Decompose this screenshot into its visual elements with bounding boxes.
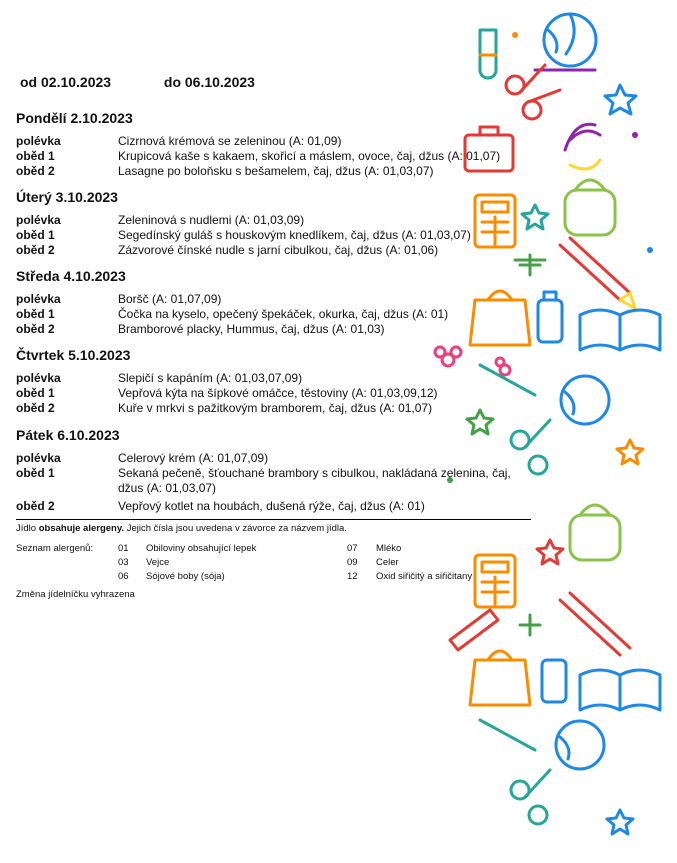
note-bold: obsahuje alergeny.: [38, 523, 125, 534]
day-title: Čtvrtek 5.10.2023: [16, 347, 131, 363]
allergen-note: [16, 523, 347, 534]
allergen-code: 12: [347, 571, 358, 582]
day-title: Středa 4.10.2023: [16, 268, 126, 284]
menu-row: [16, 228, 536, 243]
meal-label: oběd 2: [16, 401, 55, 415]
allergen-code: 06: [118, 571, 129, 582]
menu-row: [16, 307, 536, 322]
allergen-code: 07: [347, 543, 358, 554]
menu-row: [16, 466, 536, 496]
meal-label: oběd 2: [16, 243, 55, 257]
meal-text: Boršč (A: 01,07,09): [118, 292, 222, 306]
menu-change-note: Změna jídelníčku vyhrazena: [16, 589, 135, 600]
menu-row: [16, 386, 536, 401]
menu-row: [16, 371, 536, 386]
allergen-name: Sójové boby (sója): [146, 571, 225, 582]
day-title: Úterý 3.10.2023: [16, 189, 118, 205]
meal-label: polévka: [16, 292, 61, 306]
period-from: od 02.10.2023: [20, 74, 112, 90]
day-tuesday: [16, 189, 536, 258]
menu-period: [20, 74, 255, 90]
meal-text: Bramborové placky, Hummus, čaj, džus (A: 01,03): [118, 322, 385, 336]
day-title: Pátek 6.10.2023: [16, 427, 120, 443]
meal-text: Celerový krém (A: 01,07,09): [118, 451, 269, 465]
meal-text: Lasagne po boloňsku s bešamelem, čaj, džus (A: 01,03,07): [118, 164, 434, 178]
meal-text: Slepičí s kapáním (A: 01,03,07,09): [118, 371, 303, 385]
meal-label: oběd 1: [16, 307, 55, 321]
menu-row: [16, 213, 536, 228]
meal-label: oběd 1: [16, 228, 55, 242]
meal-text: Zázvorové čínské nudle s jarní cibulkou, čaj, džus (A: 01,06): [118, 243, 439, 257]
allergen-name: Mléko: [376, 543, 402, 554]
meal-text: Zeleninová s nudlemi (A: 01,03,09): [118, 213, 305, 227]
allergen-name: Obiloviny obsahující lepek: [146, 543, 257, 554]
meal-label: oběd 1: [16, 466, 55, 480]
meal-label: oběd 2: [16, 322, 55, 336]
divider: [16, 519, 531, 520]
meal-text: Krupicová kaše s kakaem, skořicí a máslem, ovoce, čaj, džus (A: 01,07): [118, 149, 501, 163]
allergen-name: Vejce: [146, 557, 170, 568]
allergen-code: 03: [118, 557, 129, 568]
meal-text: Vepřová kýta na šípkové omáčce, těstoviny (A: 01,03,09,12): [118, 386, 438, 400]
meal-label: oběd 1: [16, 149, 55, 163]
menu-row: [16, 499, 536, 514]
allergen-code: 01: [118, 543, 129, 554]
meal-label: oběd 2: [16, 499, 55, 513]
note-suffix: Jejich čísla jsou uvedena v závorce za názvem jídla.: [124, 523, 347, 534]
menu-row: [16, 243, 536, 258]
meal-text: Segedínský guláš s houskovým knedlíkem, čaj, džus (A: 01,03,07): [118, 228, 471, 242]
note-prefix: Jídlo: [16, 523, 39, 534]
meal-label: polévka: [16, 134, 61, 148]
day-monday: [16, 110, 536, 179]
allergen-code: 09: [347, 557, 358, 568]
meal-text: Kuře v mrkvi s pažitkovým bramborem, čaj, džus (A: 01,07): [118, 401, 433, 415]
meal-label: polévka: [16, 451, 61, 465]
menu-row: [16, 401, 536, 416]
day-title: Pondělí 2.10.2023: [16, 110, 133, 126]
period-to: do 06.10.2023: [163, 74, 255, 90]
menu-row: [16, 292, 536, 307]
menu-row: [16, 134, 536, 149]
menu-row: [16, 322, 536, 337]
allergen-name: Oxid siřičitý a siřičitany: [376, 571, 473, 582]
menu-row: [16, 451, 536, 466]
allergen-heading: Seznam alergenů:: [16, 543, 94, 554]
meal-label: oběd 2: [16, 164, 55, 178]
day-wednesday: [16, 268, 536, 337]
meal-label: polévka: [16, 213, 61, 227]
day-friday: [16, 427, 536, 514]
menu-row: [16, 164, 536, 179]
menu-row: [16, 149, 536, 164]
meal-text: Cizrnová krémová se zeleninou (A: 01,09): [118, 134, 342, 148]
meal-label: polévka: [16, 371, 61, 385]
meal-text: Sekaná pečeně, šťouchané brambory s cibulkou, nakládaná zelenina, čaj, džus (A: 01,03,07): [118, 466, 511, 495]
day-thursday: [16, 347, 536, 416]
meal-label: oběd 1: [16, 386, 55, 400]
allergen-name: Celer: [376, 557, 399, 568]
meal-text: Čočka na kyselo, opečený špekáček, okurka, čaj, džus (A: 01): [118, 307, 449, 321]
meal-text: Vepřový kotlet na houbách, dušená rýže, čaj, džus (A: 01): [118, 499, 425, 513]
